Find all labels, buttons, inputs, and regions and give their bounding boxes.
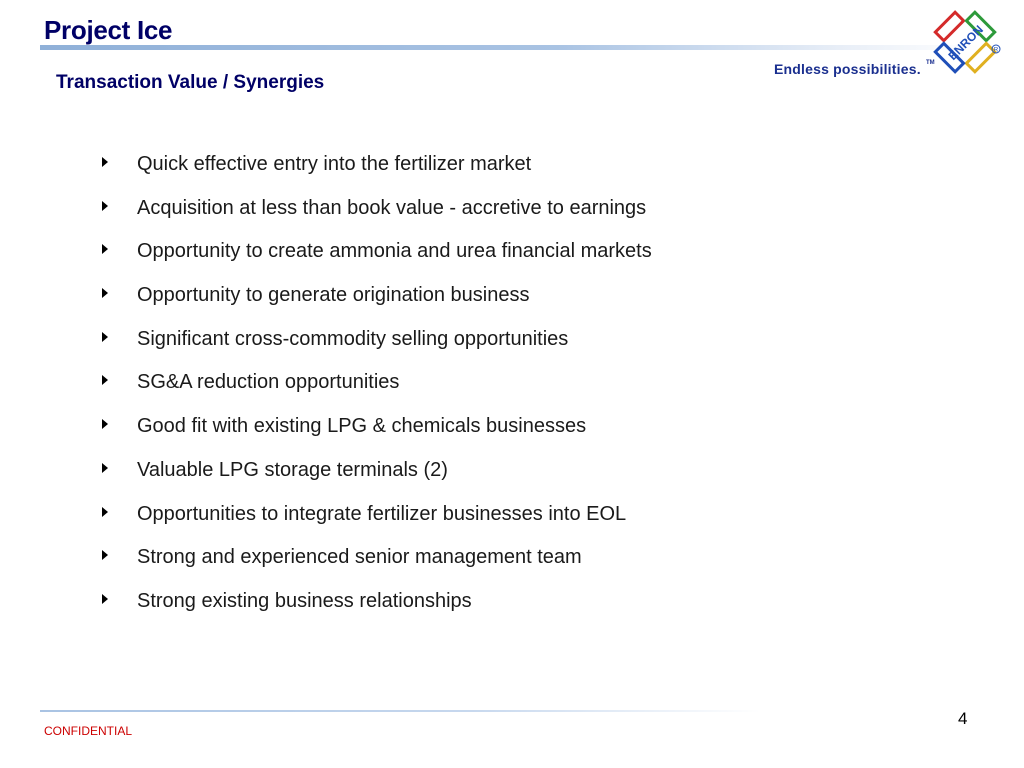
svg-text:R: R xyxy=(993,47,999,54)
bullet-text: Good fit with existing LPG & chemicals businesses xyxy=(137,415,587,438)
bullet-text: SG&A reduction opportunities xyxy=(137,371,400,394)
triangle-bullet-icon xyxy=(102,550,108,560)
triangle-bullet-icon xyxy=(102,463,108,473)
footer-divider xyxy=(40,710,760,712)
bullet-text: Strong existing business relationships xyxy=(137,589,472,612)
list-item xyxy=(102,545,652,589)
logo-wordmark: ENRON xyxy=(945,22,986,63)
list-item xyxy=(102,327,652,371)
list-item xyxy=(102,283,652,327)
list-item xyxy=(102,370,652,414)
bullet-text: Strong and experienced senior management team xyxy=(137,546,582,569)
trademark-mark: TM xyxy=(926,60,935,66)
list-item xyxy=(102,589,652,633)
triangle-bullet-icon xyxy=(102,332,108,342)
confidential-label: CONFIDENTIAL xyxy=(44,724,133,738)
triangle-bullet-icon xyxy=(102,419,108,429)
triangle-bullet-icon xyxy=(102,157,108,167)
triangle-bullet-icon xyxy=(102,594,108,604)
list-item xyxy=(102,196,652,240)
list-item xyxy=(102,152,652,196)
slide-subtitle: Transaction Value / Synergies xyxy=(56,72,325,93)
bullet-text: Opportunity to generate origination business xyxy=(137,284,530,307)
logo-bar-red xyxy=(935,12,963,40)
triangle-bullet-icon xyxy=(102,244,108,254)
triangle-bullet-icon xyxy=(102,375,108,385)
bullet-text: Opportunity to create ammonia and urea financial markets xyxy=(137,240,652,263)
list-item xyxy=(102,239,652,283)
list-item xyxy=(102,414,652,458)
bullet-text: Quick effective entry into the fertilizer market xyxy=(137,153,532,175)
enron-logo-icon xyxy=(925,4,1005,80)
triangle-bullet-icon xyxy=(102,201,108,211)
title-divider xyxy=(40,45,980,50)
bullet-text: Valuable LPG storage terminals (2) xyxy=(137,458,448,481)
bullet-text: Opportunities to integrate fertilizer businesses into EOL xyxy=(137,502,627,525)
triangle-bullet-icon xyxy=(102,507,108,517)
page-number: 4 xyxy=(958,709,968,728)
slide-title: Project Ice xyxy=(44,15,173,45)
list-item xyxy=(102,458,652,502)
logo-bar-yellow xyxy=(966,43,994,71)
bullet-text: Significant cross-commodity selling opportunities xyxy=(137,327,569,350)
bullet-text: Acquisition at less than book value - accretive to earnings xyxy=(137,196,647,219)
triangle-bullet-icon xyxy=(102,288,108,298)
brand-tagline: Endless possibilities. xyxy=(774,61,921,77)
list-item xyxy=(102,502,652,546)
bullet-list xyxy=(102,152,652,633)
